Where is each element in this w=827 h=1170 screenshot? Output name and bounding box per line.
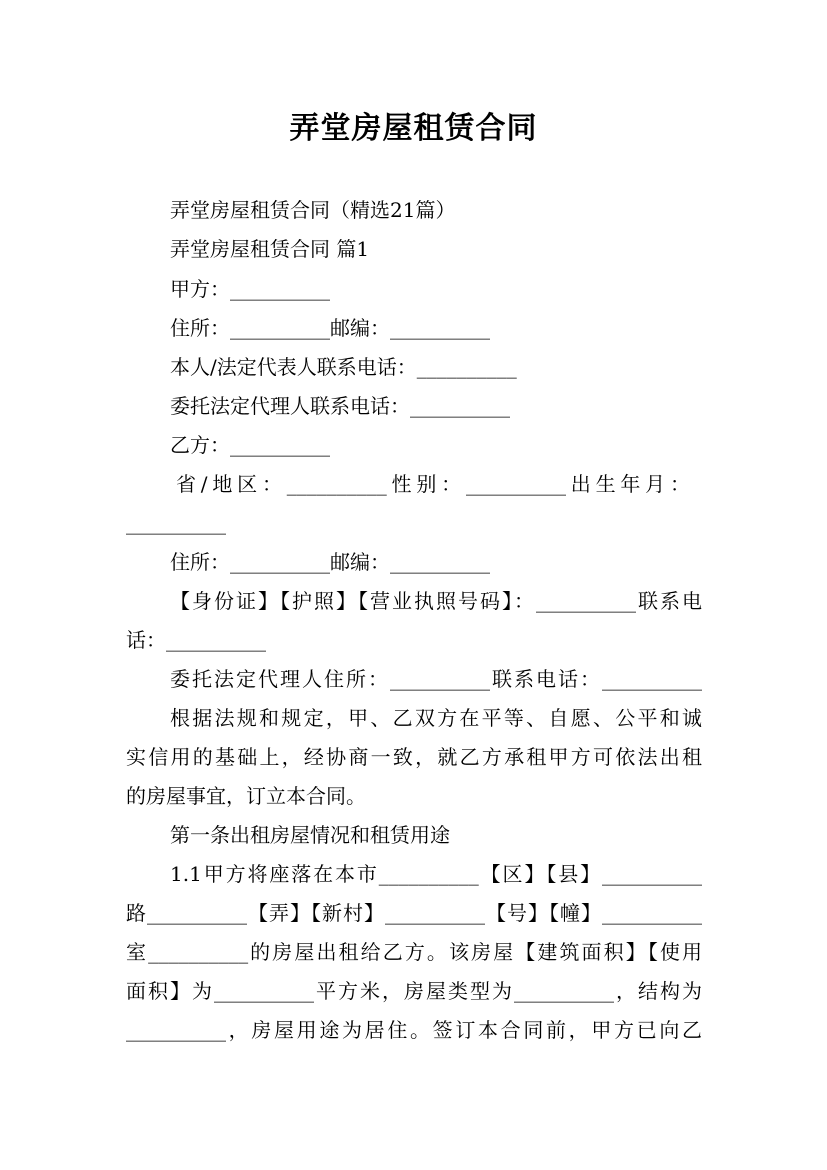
- text-line: 【身份证】【护照】【营业执照号码】：__________联系电: [170, 589, 702, 613]
- text-line: 甲方：__________: [170, 277, 330, 301]
- document-title: 弄堂房屋租赁合同: [289, 111, 538, 146]
- text-line: 住所：__________邮编：__________: [170, 550, 490, 574]
- text-line: 委托法定代理人住所：__________联系电话：__________: [170, 667, 702, 691]
- text-line: 省/地区：__________性别：__________出生年月：: [176, 472, 690, 496]
- text-line: 住所：__________邮编：__________: [170, 316, 490, 340]
- text-line: 实信用的基础上，经协商一致，就乙方承租甲方可依法出租: [126, 745, 702, 769]
- text-line: 委托法定代理人联系电话：__________: [170, 394, 510, 418]
- text-line: 室__________的房屋出租给乙方。该房屋【建筑面积】【使用: [126, 940, 702, 964]
- text-line: 第一条出租房屋情况和租赁用途: [170, 823, 450, 847]
- text-line: 本人/法定代表人联系电话：__________: [170, 355, 517, 379]
- text-line: 的房屋事宜，订立本合同。: [126, 784, 366, 808]
- text-line: 乙方：__________: [170, 433, 330, 457]
- text-line: 弄堂房屋租赁合同 篇1: [170, 237, 370, 261]
- text-line: __________: [126, 511, 226, 535]
- text-line: 弄堂房屋租赁合同（精选21篇）: [170, 198, 456, 222]
- text-line: 根据法规和规定，甲、乙双方在平等、自愿、公平和诚: [170, 706, 702, 730]
- text-line: 面积】为__________平方米，房屋类型为__________，结构为: [126, 979, 702, 1003]
- text-line: __________，房屋用途为居住。签订本合同前，甲方已向乙: [126, 1018, 702, 1042]
- text-line: 话：__________: [126, 628, 266, 652]
- text-line: 1.1甲方将座落在本市__________【区】【县】__________: [170, 862, 702, 886]
- text-line: 路__________【弄】【新村】__________【号】【幢】__________: [126, 901, 702, 925]
